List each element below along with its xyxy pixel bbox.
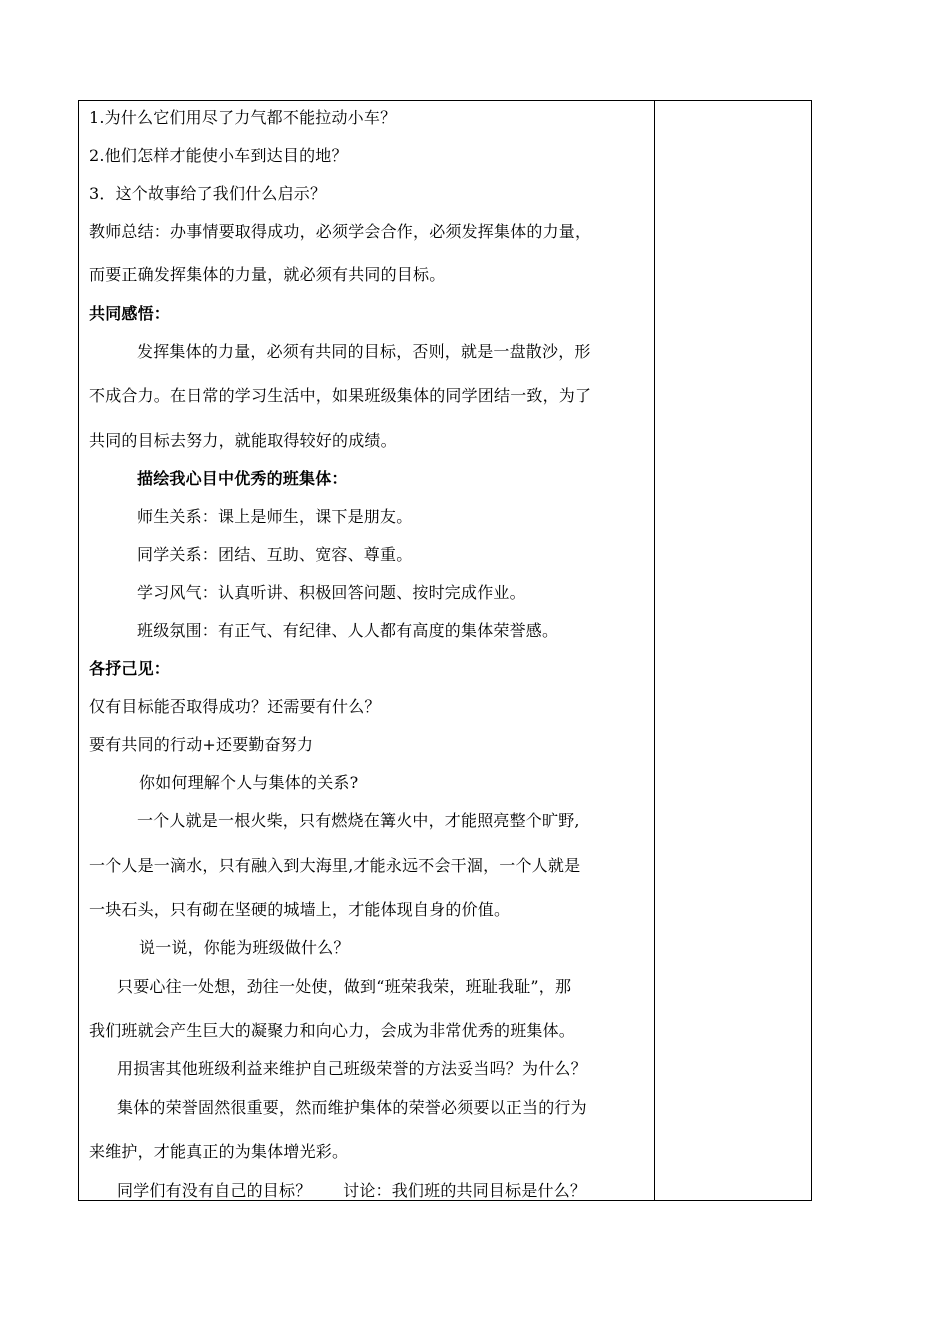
honor-question: 用损害其他班级利益来维护自己班级荣誉的方法妥当吗？为什么？ — [117, 1059, 587, 1078]
contribution-question: 说一说，你能为班级做什么？ — [139, 938, 350, 957]
question-2: 2.他们怎样才能使小车到达目的地？ — [89, 146, 348, 165]
teacher-summary-line-1: 教师总结：办事情要取得成功，必须学会合作，必须发挥集体的力量， — [89, 222, 592, 241]
relation-teacher-student: 师生关系：课上是师生，课下是朋友。 — [137, 507, 413, 526]
study-atmosphere: 学习风气：认真听讲、积极回答问题、按时完成作业。 — [137, 583, 526, 602]
opinion-answer: 要有共同的行动+还要勤奋努力 — [89, 735, 314, 754]
section-heading-opinions: 各抒己见： — [89, 659, 171, 678]
section-heading-ideal-class: 描绘我心目中优秀的班集体： — [137, 469, 348, 488]
contribution-answer-line-2: 我们班就会产生巨大的凝聚力和向心力，会成为非常优秀的班集体。 — [89, 1021, 576, 1040]
goal-discussion: 同学们有没有自己的目标？ 讨论：我们班的共同目标是什么？ — [117, 1181, 587, 1200]
section-heading-shared-insight: 共同感悟： — [89, 304, 171, 323]
insight-paragraph-line-2: 不成合力。在日常的学习生活中，如果班级集体的同学团结一致，为了 — [89, 386, 592, 405]
question-3: 3．这个故事给了我们什么启示？ — [89, 184, 327, 203]
metaphor-line-1: 一个人就是一根火柴，只有燃烧在篝火中，才能照亮整个旷野, — [137, 811, 580, 830]
lesson-table — [78, 100, 812, 1201]
honor-answer-line-1: 集体的荣誉固然很重要，然而维护集体的荣誉必须要以正当的行为 — [117, 1098, 587, 1117]
relation-classmates: 同学关系：团结、互助、宽容、尊重。 — [137, 545, 413, 564]
teacher-summary-line-2: 而要正确发挥集体的力量，就必须有共同的目标。 — [89, 265, 446, 284]
notes-cell — [655, 101, 812, 1200]
class-atmosphere: 班级氛围：有正气、有纪律、人人都有高度的集体荣誉感。 — [137, 621, 559, 640]
opinion-question: 仅有目标能否取得成功？还需要有什么？ — [89, 697, 381, 716]
honor-answer-line-2: 来维护，才能真正的为集体增光彩。 — [89, 1142, 349, 1161]
insight-paragraph-line-1: 发挥集体的力量，必须有共同的目标，否则，就是一盘散沙，形 — [137, 342, 591, 361]
question-1: 1.为什么它们用尽了力气都不能拉动小车？ — [89, 108, 397, 127]
insight-paragraph-line-3: 共同的目标去努力，就能取得较好的成绩。 — [89, 431, 397, 450]
content-cell — [79, 101, 654, 1200]
metaphor-line-2: 一个人是一滴水，只有融入到大海里,才能永远不会干涸，一个人就是 — [89, 856, 581, 875]
metaphor-line-3: 一块石头，只有砌在坚硬的城墙上，才能体现自身的价值。 — [89, 900, 511, 919]
individual-collective-question: 你如何理解个人与集体的关系? — [139, 773, 359, 792]
contribution-answer-line-1: 只要心往一处想，劲往一处使，做到“班荣我荣，班耻我耻”，那 — [117, 977, 572, 996]
